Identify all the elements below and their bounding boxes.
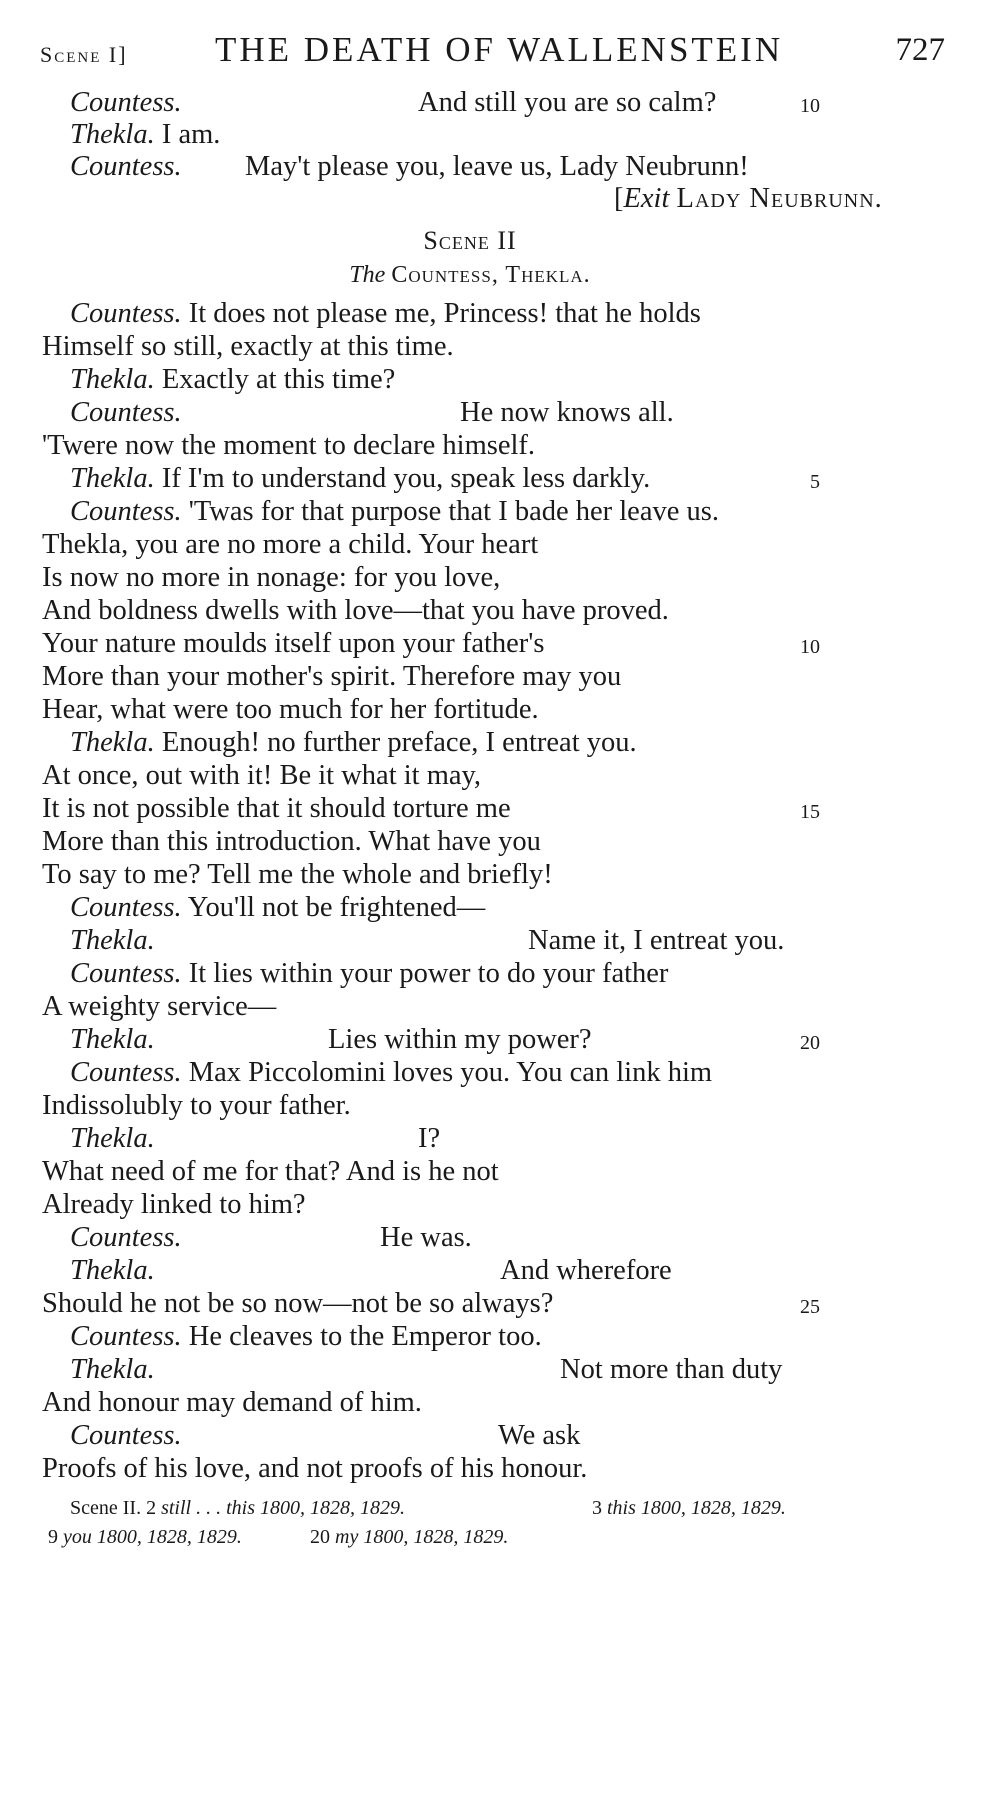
verse-line: What need of me for that? And is he not: [42, 1156, 499, 1187]
line-number: 10: [800, 636, 820, 658]
speech-text: May't please you, leave us, Lady Neubrunn!: [245, 151, 749, 182]
speech-text: Not more than duty: [560, 1354, 783, 1385]
running-header: [40, 30, 945, 80]
speaker-name: Countess.: [70, 397, 182, 428]
verse-line: [70, 85, 717, 121]
note-line-number: 9: [48, 1526, 58, 1548]
textual-note: [48, 1526, 242, 1549]
speech-text: He cleaves to the Emperor too.: [188, 1321, 542, 1352]
note-line-number: 3: [592, 1497, 602, 1519]
speaker-name: Countess.: [70, 958, 182, 989]
textual-note: [310, 1526, 508, 1549]
speech-text: I?: [418, 1123, 441, 1154]
speech-text: He now knows all.: [460, 397, 674, 428]
line-number: 25: [800, 1296, 820, 1318]
verse-line: [70, 395, 674, 431]
verse-line: And honour may demand of him.: [42, 1387, 422, 1418]
speaker-name: Thekla.: [70, 1123, 155, 1154]
speech-text: Enough! no further preface, I entreat you.: [161, 727, 637, 758]
speaker-name: Countess.: [70, 1321, 182, 1352]
verse-line: [70, 461, 650, 497]
line-number: 15: [800, 801, 820, 823]
speaker-name: Countess.: [70, 496, 182, 527]
verse-line: And boldness dwells with love—that you have proved.: [42, 595, 669, 626]
page-number: 727: [895, 32, 945, 68]
speaker-name: Countess.: [70, 298, 182, 329]
speech-text: It lies within your power to do your father: [188, 958, 669, 989]
exit-person: Lady Neubrunn.: [676, 183, 883, 214]
speaker-name: Countess.: [70, 1057, 182, 1088]
persons-the: The: [349, 262, 386, 288]
header-title: THE DEATH OF WALLENSTEIN: [215, 30, 784, 69]
persons-names: Countess, Thekla.: [391, 262, 591, 288]
verse-line: [70, 296, 701, 332]
speaker-name: Countess.: [70, 151, 182, 182]
verse-line: [70, 1220, 472, 1256]
note-scene: Scene II.: [70, 1497, 142, 1519]
speaker-name: Thekla.: [70, 1255, 155, 1286]
verse-line: [70, 923, 785, 959]
verse-line: A weighty service—: [42, 991, 277, 1022]
dramatis-personae: [0, 262, 940, 289]
verse-line: [70, 117, 220, 153]
verse-line: [70, 1319, 542, 1355]
verse-line: [70, 1418, 581, 1454]
verse-line: Thekla, you are no more a child. Your heart: [42, 529, 539, 560]
scene-heading: Scene II: [423, 226, 517, 255]
textual-note: [592, 1497, 786, 1520]
verse-line: [70, 725, 637, 761]
speaker-name: Thekla.: [70, 364, 155, 395]
speech-text: If I'm to understand you, speak less darkly.: [161, 463, 651, 494]
verse-line: 'Twere now the moment to declare himself.: [42, 430, 536, 461]
speaker-name: Thekla.: [70, 925, 155, 956]
speech-text: He was.: [380, 1222, 472, 1253]
speech-text: And still you are so calm?: [418, 87, 717, 118]
verse-line: Himself so still, exactly at this time.: [42, 331, 454, 362]
verse-line: Indissolubly to your father.: [42, 1090, 351, 1121]
note-text: this 1800, 1828, 1829.: [607, 1497, 786, 1519]
exit-word: Exit: [623, 183, 670, 214]
note-line-number: 20: [310, 1526, 330, 1548]
line-number: 20: [800, 1032, 820, 1054]
verse-line: Hear, what were too much for her fortitude.: [42, 694, 539, 725]
speech-text: It does not please me, Princess! that he holds: [188, 298, 701, 329]
speaker-name: Thekla.: [70, 119, 155, 150]
verse-line: [70, 890, 485, 926]
verse-line: Is now no more in nonage: for you love,: [42, 562, 501, 593]
verse-line: Proofs of his love, and not proofs of his honour.: [42, 1453, 588, 1484]
line-number: 5: [810, 471, 820, 493]
note-text: my 1800, 1828, 1829.: [335, 1526, 509, 1548]
verse-line: Should he not be so now—not be so always?: [42, 1288, 554, 1319]
header-scene-ref: Scene I]: [40, 42, 128, 67]
speaker-name: Countess.: [70, 1420, 182, 1451]
speech-text: And wherefore: [500, 1255, 672, 1286]
speech-text: Lies within my power?: [328, 1024, 592, 1055]
verse-line: To say to me? Tell me the whole and briefly!: [42, 859, 553, 890]
verse-line: [70, 149, 749, 185]
note-text: you 1800, 1828, 1829.: [63, 1526, 242, 1548]
verse-line: Your nature moulds itself upon your father's: [42, 628, 545, 659]
line-number: 10: [800, 95, 820, 117]
stage-bracket: [: [614, 183, 624, 214]
stage-direction: [614, 181, 883, 217]
verse-line: At once, out with it! Be it what it may,: [42, 760, 482, 791]
verse-line: [70, 1055, 712, 1091]
speech-text: 'Twas for that purpose that I bade her leave us.: [188, 496, 719, 527]
speaker-name: Thekla.: [70, 463, 155, 494]
speech-text: Max Piccolomini loves you. You can link him: [188, 1057, 713, 1088]
textual-note: [70, 1497, 405, 1520]
note-line-number: 2: [146, 1497, 157, 1519]
speech-text: Exactly at this time?: [161, 364, 396, 395]
verse-line: More than your mother's spirit. Therefore may you: [42, 661, 622, 692]
verse-line: [70, 1253, 672, 1289]
verse-line: Already linked to him?: [42, 1189, 306, 1220]
speaker-name: Thekla.: [70, 1354, 155, 1385]
note-text: still . . . this 1800, 1828, 1829.: [161, 1497, 405, 1519]
verse-line: [70, 494, 719, 530]
verse-line: More than this introduction. What have you: [42, 826, 541, 857]
verse-line: It is not possible that it should torture me: [42, 793, 511, 824]
speech-text: We ask: [498, 1420, 581, 1451]
speaker-name: Countess.: [70, 892, 182, 923]
verse-line: [70, 1352, 783, 1388]
speaker-name: Thekla.: [70, 727, 155, 758]
verse-line: [70, 1121, 441, 1157]
verse-line: [70, 362, 395, 398]
speech-text: You'll not be frightened—: [187, 892, 486, 923]
speech-text: Name it, I entreat you.: [528, 925, 785, 956]
verse-line: [70, 956, 668, 992]
verse-line: [70, 1022, 592, 1058]
speaker-name: Countess.: [70, 87, 182, 118]
speaker-name: Countess.: [70, 1222, 182, 1253]
speaker-name: Thekla.: [70, 1024, 155, 1055]
speech-text: I am.: [161, 119, 221, 150]
